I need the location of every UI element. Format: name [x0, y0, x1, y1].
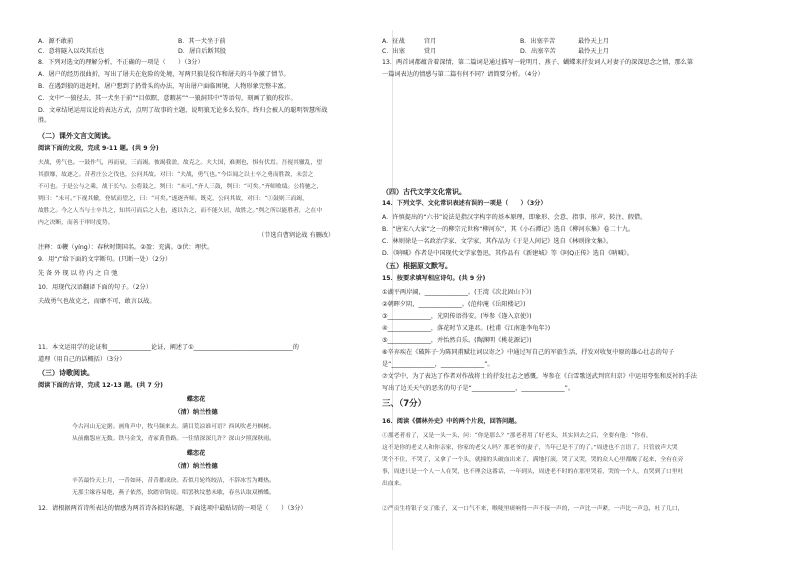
left-text-line: 蝶恋花: [186, 396, 206, 403]
right-text-line: 一篇词表达的情感与第二篇有何不同？请简要分析。（4分）: [382, 71, 544, 78]
left-text-line: C．文中“一狼径去，其一犬坐于前”“目似瞑，意暇甚”“一狼洞其中”等语句，刻画了狼的狡诈。: [38, 95, 297, 102]
right-text-line: D．《呐喊》作者是中国现代文学家鲁迅，其作品有《新建城》等《阿Q正传》选自《呐喊》。: [382, 250, 633, 257]
left-text-line: 其旗靡，故逐之。昔者庄公之伐也，公问其故。对曰：“夫战，勇气也。”今臣闻之以士卒之勇而胜敌，未尝之: [38, 172, 314, 178]
right-text-line: 宫月: [424, 38, 437, 45]
right-text-line: ⑦文学中，为了表达了作者对作战将士的抒发壮志之感慨，岑参在《白雪歌送武判官归京》中运用夸张和反衬的手法: [382, 373, 697, 380]
left-text-line: （节选自曹刿论战 有删改）: [258, 232, 335, 239]
right-text-line: 最怜天上月: [578, 48, 609, 55]
left-text-line: （二）课外文言文阅读。: [38, 132, 115, 140]
right-text-line: ④______________，落花时节又逢君。(杜甫《江南逢李龟年》): [382, 325, 551, 332]
left-text-line: 辛苦最怜天上月，一昔如环，昔昔都成玦。若似月轮终皎洁，不辞冰雪为卿热。: [72, 478, 275, 484]
right-text-line: 13．两首词都蕴含着深情，第二篇词是通过描写一轮明月、燕子、蝴蝶来抒发词人对妻子的深深思念之情，那么第: [382, 59, 694, 66]
right-text-line: （四）古代文学文化常识。: [382, 188, 466, 196]
left-text-line: 内之决断，而善于审时度势。: [38, 220, 114, 226]
right-text-line: ①湖平两岸阔，______________。(王湾《次北固山下》): [382, 289, 532, 296]
right-text-line: 16．阅读《儒林外史》中的两个片段，回答问题。: [382, 418, 521, 425]
right-text-line: B．“唐宋八大家”之一的柳宗元世称“柳河东”，其《小石潭记》选自《柳河东集》卷二十九。: [382, 226, 635, 233]
right-text-line: 赏月: [424, 48, 437, 55]
left-text-line: 阅读下面的文段，完成 9-11 题。(共 9 分): [38, 145, 159, 152]
left-text-line: （清）纳兰性德: [174, 409, 218, 416]
left-text-line: 不可也。于是公与之乘，战于长勺。公将鼓之，刿曰：“未可。”齐人三鼓，刿曰：“可矣。”齐师败绩。公将驰之，: [38, 184, 323, 190]
left-text-line: 从前幽怨应无数。铁马金戈，青冢黄昏路。一往情深深几许？深山夕照深秋雨。: [72, 436, 275, 442]
right-text-line: 哭个不住，不哭了，又拿了一个头，就撞的头破血出来了，满地打滚，哭了又哭，哭的众人心里都酸了起来，全有在旁: [382, 457, 684, 463]
right-text-line: 最怜天上月: [578, 38, 609, 45]
right-text-line: ⑤______________，并怡然自乐。(陶渊明《桃花源记》): [382, 337, 532, 344]
left-text-line: 夫战，勇气也。一鼓作气，再而衰，三而竭。彼竭我盈，故克之。夫大国，难测也，惧有伏焉。吾视其辙乱，望: [38, 160, 323, 166]
left-text-line: A．屠户的经历很曲折，写出了屠夫在危险的处境，写两只狼是狡诈和屠夫的斗争激了情节。: [38, 71, 290, 78]
left-text-line: 阅读下面的古诗，完成 12-13 题。(共 7 分): [38, 382, 163, 389]
right-text-line: 这不是你的老丈人和你亲家，你家的老父人吗？那老爷的妻子，当年已是不了的了。”周进也不言语了，只管放声大哭: [382, 445, 678, 451]
left-text-line: B．在遇到狼的追赶时，屠户想到了扔骨头的办法，写出屠户面临困境，人物形象完整丰富。: [38, 83, 290, 90]
right-text-line: D．出塞辛苦: [520, 48, 556, 55]
right-text-line: 事，周进只是一个人一人在哭，也不理会这番话，一年到头，周进老不时的在那里哭着，哭的一个人，直哭到了口里吐: [382, 469, 684, 475]
left-text-line: 蝶恋花: [186, 450, 206, 457]
left-text-line: （三）诗歌阅读。: [38, 369, 94, 377]
right-text-line: ③______________，光阴传语得安。(岑参《逢入京使》): [382, 313, 532, 320]
left-text-line: 刿曰：“未可。”下视其辙，登轼而望之，曰：“可矣。”遂逐齐师。既克，公问其故，对曰：“①鼓则三而竭，: [38, 196, 308, 202]
right-text-line: 14．下列文学、文化常识表述有误的一项是（ ）（3分）: [382, 200, 547, 207]
right-text-line: 三、（7分）: [382, 399, 427, 409]
right-text-line: 是“______________，______________”。: [382, 361, 494, 368]
left-text-line: D．文章结尾运用议论的表达方式，点明了故事的主题，说明狼无论多么狡诈，终归会被人的聪明智慧所战: [38, 107, 328, 114]
left-text-line: 10．用现代汉语翻译下面的句子。（2分）: [38, 284, 152, 291]
left-text-line: 无那尘缘容易绝，燕子依然，软踏帘钩说。唱罢秋坟愁未歇，春丛认取双栖蝶。: [72, 490, 275, 496]
left-text-line: D．屠自后断其股: [178, 48, 227, 55]
right-text-line: 15．按要求填写相应诗句。(共 9 分): [382, 275, 486, 282]
left-text-line: 今古河山无定据。画角声中，牧马频来去。满目荒凉谁可语？西风吹老丹枫树。: [72, 424, 275, 430]
right-text-line: ②朝晖夕阴，______________。(范仲淹《岳阳楼记》): [382, 301, 526, 308]
right-text-line: C．林则徐是一名政治学家、文学家，其作品为《于是人间记》选自《林则徐文集》。: [382, 238, 613, 245]
left-text-line: 9．用“/”给下面的文字断句。(只断一处）（2分）: [38, 256, 172, 263]
left-text-line: 胜。: [38, 117, 51, 124]
right-text-line: （五）根据原文默写。: [382, 262, 452, 270]
right-text-line: ②严贡生将银子交了账子，又一口气不来，喉咙里痰响得一声不接一声的，一声比一声紧，一声比一声急，吐了几口，: [382, 506, 684, 512]
left-text-line: 8．下列对选文的理解分析，不正确的一项是（ ）（3分）: [38, 59, 204, 66]
right-text-line: ①那老者看了，又是一头一头，问：“你是那么？”那老者用了好老头，其实回去之后，全要有他：“你看，: [382, 433, 652, 439]
right-text-line: C．出塞: [382, 48, 405, 55]
right-text-line: 出血来。: [382, 481, 406, 487]
left-text-line: 注释：①鞭（yíng）：春秋时期国名。②盈：充满。③伏：埋伏。: [38, 244, 214, 251]
right-text-line: B．出塞辛苦: [520, 38, 556, 45]
left-text-line: 先 备 外 现 以 待 内 之 自 弛: [38, 270, 118, 277]
left-text-line: B．其一犬坐于前: [178, 38, 226, 45]
left-text-line: C．意将隧入以攻其后也: [38, 48, 105, 55]
right-text-line: 写出了边关天气的恶劣的句子是“______________，______________”。: [382, 385, 575, 392]
right-text-line: A．征战: [382, 38, 405, 45]
left-text-line: （清）纳兰性德: [174, 463, 218, 470]
right-text-line: A．许慎提出的“六书”说法是指汉字构字的基本原理，即象形、会意、指事、形声、转注、假借。: [382, 214, 647, 221]
left-text-line: 故胜之。今之人当与士卒共之，知其可而后之人也，遂以告之，而不能久居，故胜之。”刿之所以能胜者，之在中: [38, 208, 323, 214]
left-text-line: 12．请根据两首诗所表达的情感为两首诗各拟的标题，下面选项中最贴切的一项是（ ）（3分）: [38, 505, 307, 512]
left-text-line: 道理（用自己的话概括）（3分）: [38, 356, 126, 363]
right-text-line: ⑥辛弃疾在《破阵子·为陈同甫赋壮词以寄之》中通过写自己的军旅生活，抒发对收复中原的雄心壮志的句子: [382, 349, 675, 356]
left-text-line: 夫战勇气也故克之，而靡不可，敢言以战。: [38, 298, 156, 305]
left-text-line: A．源不敢前: [38, 38, 74, 45]
left-text-line: 11．本文运用学的论证和______________论证，阐述了①________________________________的: [38, 344, 299, 351]
